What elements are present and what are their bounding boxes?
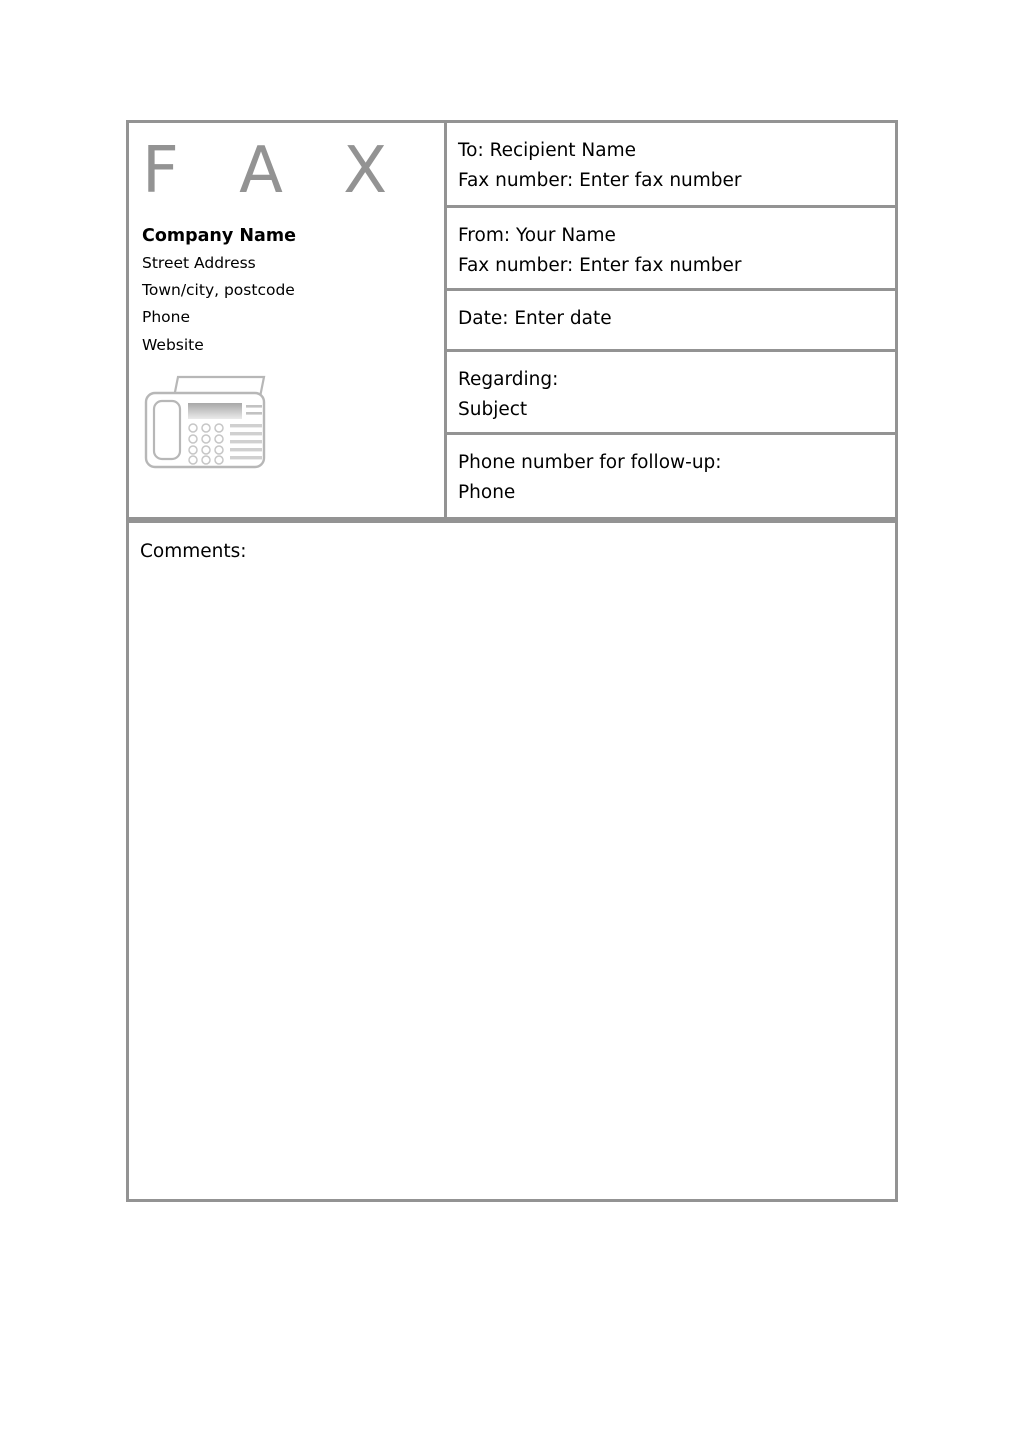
regarding-subject-line[interactable]: Subject [458, 398, 528, 420]
field-row-followup-phone[interactable] [447, 435, 895, 517]
from-fax-number-line[interactable]: Fax number: Enter fax number [458, 254, 742, 276]
company-street-address[interactable]: Street Address [142, 254, 256, 273]
to-fax-number-line[interactable]: Fax number: Enter fax number [458, 169, 742, 191]
company-phone[interactable]: Phone [142, 308, 191, 327]
followup-phone-line[interactable]: Phone [458, 481, 516, 503]
followup-label-line: Phone number for follow-up: [458, 452, 722, 473]
comments-label: Comments: [140, 541, 247, 562]
to-recipient-line[interactable]: To: Recipient Name [458, 140, 637, 161]
field-row-regarding[interactable] [447, 352, 895, 435]
regarding-label-line: Regarding: [458, 369, 559, 390]
sender-info-cell [129, 123, 447, 517]
field-row-date[interactable] [447, 291, 895, 352]
fax-fields-column [447, 123, 895, 517]
from-name-line[interactable]: From: Your Name [458, 225, 616, 246]
comments-box[interactable] [126, 520, 898, 1202]
company-name[interactable]: Company Name [142, 226, 296, 246]
date-line[interactable]: Date: Enter date [458, 308, 612, 329]
fax-header-table [126, 120, 898, 520]
fax-title: F A X [142, 134, 408, 208]
company-info-block [142, 223, 444, 359]
field-row-to[interactable] [447, 123, 895, 208]
company-website[interactable]: Website [142, 335, 204, 354]
field-row-from[interactable] [447, 208, 895, 291]
fax-machine-icon [142, 373, 444, 477]
company-town-postcode[interactable]: Town/city, postcode [142, 281, 295, 300]
